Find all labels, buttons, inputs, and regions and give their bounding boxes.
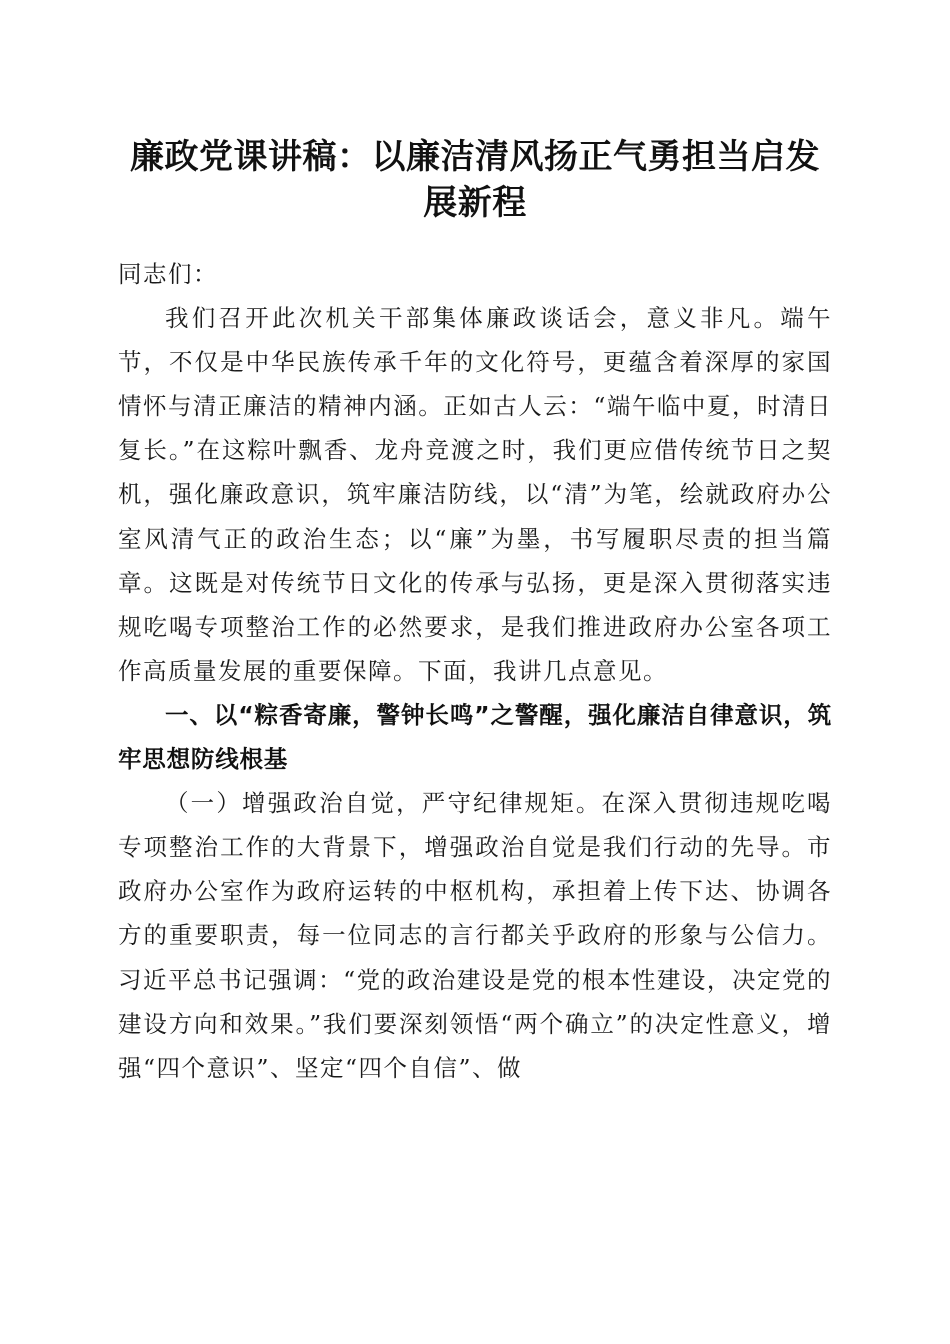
section-heading: 一、以“粽香寄廉，警钟长鸣”之警醒，强化廉洁自律意识，筑牢思想防线根基 <box>118 700 832 774</box>
salutation: 同志们： <box>118 260 218 288</box>
document-title: 廉政党课讲稿：以廉洁清风扬正气勇担当启发展新程 <box>130 137 820 223</box>
document-body <box>118 252 832 1090</box>
intro-paragraph: 我们召开此次机关干部集体廉政谈话会，意义非凡。端午节，不仅是中华民族传承千年的文化符号，更蕴含着深厚的家国情怀与清正廉洁的精神内涵。正如古人云：“端午临中夏，时清日复长。”在这粽叶飘香、龙舟竞渡之时，我们更应借传统节日之契机，强化廉政意识，筑牢廉洁防线，以“清”为笔，绘就政府办公室风清气正的政治生态；以“廉”为墨，书写履职尽责的担当篇章。这既是对传统节日文化的传承与弘扬，更是深入贯彻落实违规吃喝专项整治工作的必然要求，是我们推进政府办公室各项工作高质量发展的重要保障。下面，我讲几点意见。 <box>118 304 832 685</box>
subsection-paragraph: （一）增强政治自觉，严守纪律规矩。在深入贯彻违规吃喝专项整治工作的大背景下，增强政治自觉是我们行动的先导。市政府办公室作为政府运转的中枢机构，承担着上传下达、协调各方的重要职责，每一位同志的言行都关乎政府的形象与公信力。习近平总书记强调：“党的政治建设是党的根本性建设，决定党的建设方向和效果。”我们要深刻领悟“两个确立”的决定性意义，增强“四个意识”、坚定“四个自信”、做 <box>118 789 832 1082</box>
